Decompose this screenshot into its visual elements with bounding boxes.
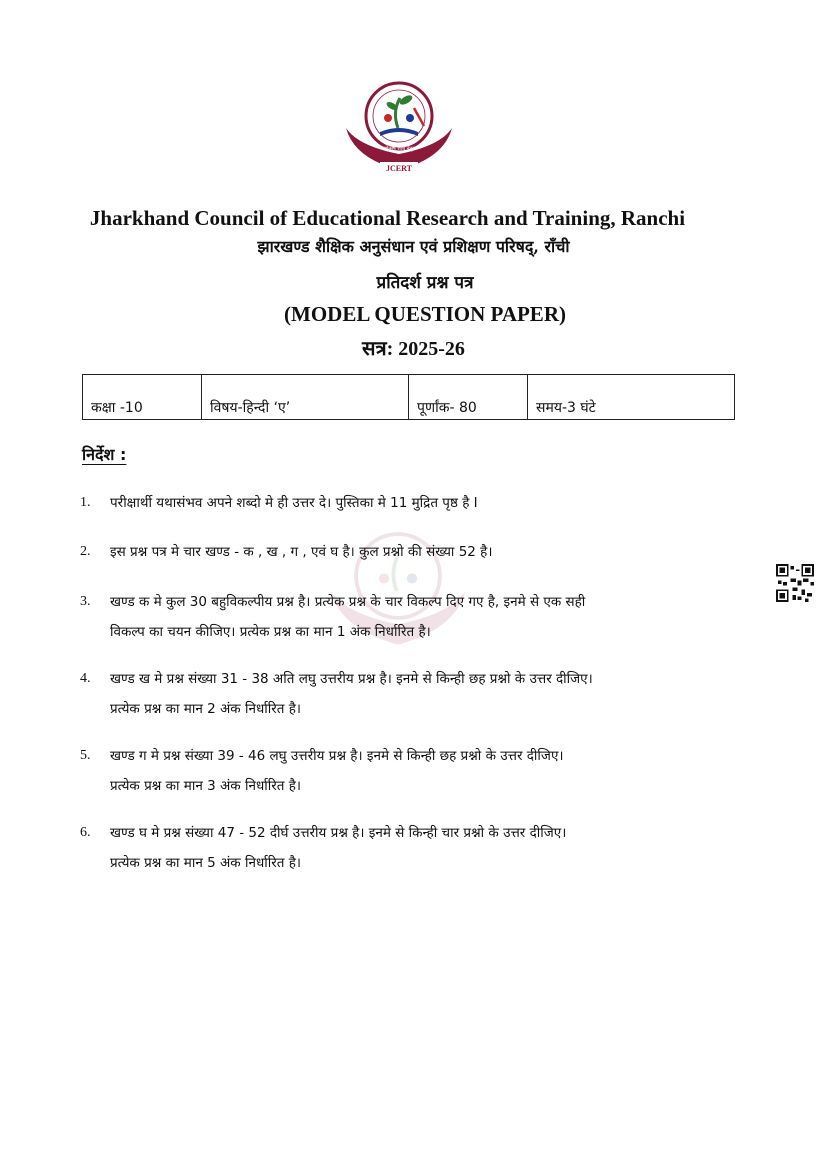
instruction-line: प्रत्येक प्रश्न का मान 5 अंक निर्धारित है। — [110, 855, 302, 871]
instruction-number: 6. — [80, 825, 91, 840]
instruction-number: 1. — [80, 495, 91, 510]
instruction-item — [80, 488, 740, 518]
instruction-line: परीक्षार्थी यथासंभव अपने शब्दो मे ही उत्तर दे। पुस्तिका मे 11 मुद्रित पृष्ठ है I — [110, 495, 478, 511]
marks-cell: पूर्णांक- 80 — [409, 375, 528, 420]
instruction-line: खण्ड ग मे प्रश्न संख्या 39 - 46 लघु उत्तरीय प्रश्न है। इनमे से किन्ही छह प्रश्नो के उत्तर दीजिए। — [110, 748, 564, 764]
instruction-line: प्रत्येक प्रश्न का मान 2 अंक निर्धारित है। — [110, 701, 302, 717]
class-cell: कक्षा -10 — [83, 375, 202, 420]
instruction-line: प्रत्येक प्रश्न का मान 3 अंक निर्धारित है। — [110, 778, 302, 794]
jcert-ribbon-text: नवोन्मेष शोध नेतृत्व — [381, 146, 417, 152]
jcert-emblem-icon — [340, 80, 458, 182]
instruction-item — [80, 664, 740, 724]
paper-title-english: (MODEL QUESTION PAPER) — [284, 302, 566, 326]
paper-title-hindi: प्रतिदर्श प्रश्न पत्र — [376, 273, 474, 293]
org-name-hindi: झारखण्ड शैक्षिक अनुसंधान एवं प्रशिक्षण परिषद्, राँची — [257, 237, 570, 256]
qr-code-icon — [776, 564, 814, 602]
instruction-item — [80, 587, 740, 647]
subject-cell: विषय-हिन्दी ‘ए’ — [202, 375, 409, 420]
instruction-line: विकल्प का चयन कीजिए। प्रत्येक प्रश्न का मान 1 अंक निर्धारित है। — [110, 624, 431, 640]
instruction-number: 5. — [80, 748, 91, 763]
instruction-number: 4. — [80, 671, 91, 686]
instruction-number: 3. — [80, 594, 91, 609]
org-name-english: Jharkhand Council of Educational Research and Training, Ranchi — [89, 206, 686, 230]
instructions-heading: निर्देश : — [82, 445, 127, 464]
jcert-badge-text: JCERT — [386, 164, 412, 173]
time-cell: समय-3 घंटे — [528, 375, 735, 420]
instruction-line: इस प्रश्न पत्र मे चार खण्ड - क , ख , ग , एवं घ है। कुल प्रश्नो की संख्या 52 है। — [110, 544, 493, 560]
instruction-line: खण्ड ख मे प्रश्न संख्या 31 - 38 अति लघु उत्तरीय प्रश्न है। इनमे से किन्ही छह प्रश्नो के उत्तर दीजिए। — [110, 671, 593, 687]
session-label: सत्र: 2025-26 — [362, 338, 465, 360]
instruction-number: 2. — [80, 544, 91, 559]
instruction-item — [80, 537, 740, 567]
instruction-item — [80, 741, 740, 801]
paper-info-table — [82, 374, 735, 420]
instruction-item — [80, 818, 740, 878]
instruction-line: खण्ड क मे कुल 30 बहुविकल्पीय प्रश्न है। प्रत्येक प्रश्न के चार विकल्प दिए गए है, इनमे से एक सही — [110, 594, 586, 610]
instruction-line: खण्ड घ मे प्रश्न संख्या 47 - 52 दीर्घ उत्तरीय प्रश्न है। इनमे से किन्ही चार प्रश्नो के उत्तर दीजिए। — [110, 825, 567, 841]
